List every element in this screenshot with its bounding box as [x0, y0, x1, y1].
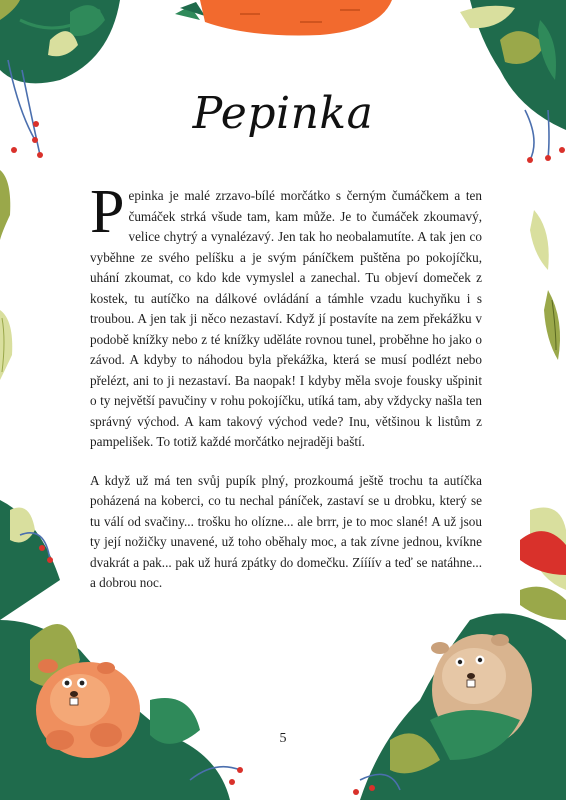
paragraph-2: A když už má ten svůj pupík plný, prozkoumá ještě trochu ta autíčka poházená na koberci, co tu nechal páníček, zastaví se u drobku, který se tu válí od svačiny... trošku ho olízne... ale brrr, je to moc slané! A už jsou ty její nožičky unavené, už toho oběhaly moc, a tak zívne jednou, kvíkne dvakrát a pak... pak už hurá zpátky do domečku. Zíííív a teď se natáhne... a dobrou noc.	[90, 472, 482, 590]
paragraph-1	[90, 178, 482, 453]
drop-cap: P	[90, 178, 125, 246]
page-number: 5	[279, 731, 287, 746]
carrot-icon	[175, 0, 392, 35]
paragraph-1-text: epinka je malé zrzavo-bílé morčátko s černým čumáčkem a ten čumáček strká všude tam, kam může. Je to čumáček zkoumavý, velice chytrý a vynalézavý. Jen tak ho neobalamutíte. A tak jen co vyběhne ze svého pelíšku a je svým páníčkem puštěna po pokojíčku, uhání zkoumat, co kdo kde vymyslel a zanechal. Tu objeví domeček z kostek, tu autíčko na dálkové ovládání a támhle vzadu kuchyňku i s troubou. A jen tak ji něco nezastaví. Když jí postavíte na zem překážku v podobě knížky nebo z té knížky uděláte rovnou tunel, proběhne ho jako o závod. A kdyby to náhodou byla překážka, která se musí podlézt nebo přelézt, ani to ji nezastaví. Ba naopak! I kdyby měla svoje fousky ušpinit o ty největší pavučiny v rohu pokojíčku, utíká tam, aby vždycky našla ten správný východ. A kam takový východ vede? Inu, většinou k listům z pampelišek. To totiž každé morčátko nejraději baští.	[90, 188, 482, 449]
page-title: Pepinka	[192, 88, 374, 139]
story-text	[90, 178, 482, 594]
